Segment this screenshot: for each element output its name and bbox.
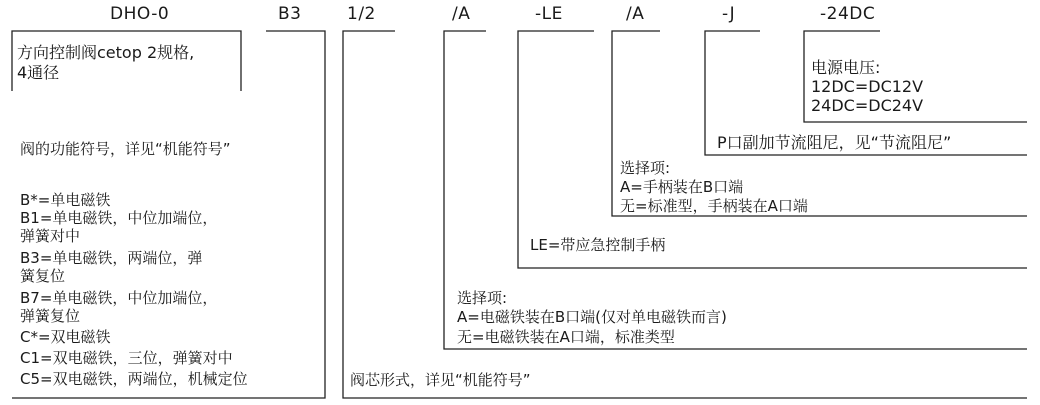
voltage-line: 电源电压: — [811, 58, 881, 77]
handle-option-line: 无=标准型，手柄装在A口端 — [620, 197, 808, 215]
size-note-line-1: 方向控制阀cetop 2规格, — [17, 43, 195, 62]
solenoid-option-line: 选择项: — [457, 289, 508, 307]
solenoid-option-line: 无=电磁铁装在A口端，标准类型 — [457, 328, 675, 346]
size-note-line-2: 4通径 — [17, 63, 60, 82]
function-line: 弹簧对中 — [20, 227, 81, 245]
function-line: C5=双电磁铁，两端位，机械定位 — [20, 370, 248, 388]
code-emergency-handle: -LE — [535, 4, 563, 24]
code-series: DHO-0 — [110, 4, 170, 24]
function-line: B*=单电磁铁 — [20, 191, 111, 209]
function-line: B1=单电磁铁，中位加端位， — [20, 209, 218, 227]
voltage-line: 24DC=DC24V — [811, 96, 924, 115]
code-throttle: -J — [722, 4, 736, 24]
function-line: B7=单电磁铁，中位加端位， — [20, 289, 218, 307]
function-line: C1=双电磁铁，三位，弹簧对中 — [20, 349, 233, 367]
function-line: B3=单电磁铁，两端位，弹 — [20, 249, 203, 267]
emergency-handle-note: LE=带应急控制手柄 — [530, 236, 666, 254]
code-spool: 1/2 — [347, 4, 376, 24]
code-handle-position: /A — [626, 4, 645, 24]
voltage-line: 12DC=DC12V — [811, 77, 924, 96]
function-reference: 阀的功能符号，详见“机能符号” — [20, 140, 231, 158]
code-function: B3 — [278, 4, 302, 24]
throttle-note: P口副加节流阻尼，见“节流阻尼” — [717, 133, 952, 152]
solenoid-option-line: A=电磁铁装在B口端(仅对单电磁铁而言) — [457, 308, 727, 326]
code-voltage: -24DC — [820, 4, 876, 24]
function-line: 弹簧复位 — [20, 307, 81, 325]
function-line: C*=双电磁铁 — [20, 328, 111, 346]
handle-option-line: A=手柄装在B口端 — [620, 178, 744, 196]
handle-option-line: 选择项: — [620, 159, 671, 177]
code-solenoid-position: /A — [452, 4, 471, 24]
function-line: 簧复位 — [20, 267, 66, 285]
spool-reference: 阀芯形式，详见“机能符号” — [350, 371, 531, 389]
